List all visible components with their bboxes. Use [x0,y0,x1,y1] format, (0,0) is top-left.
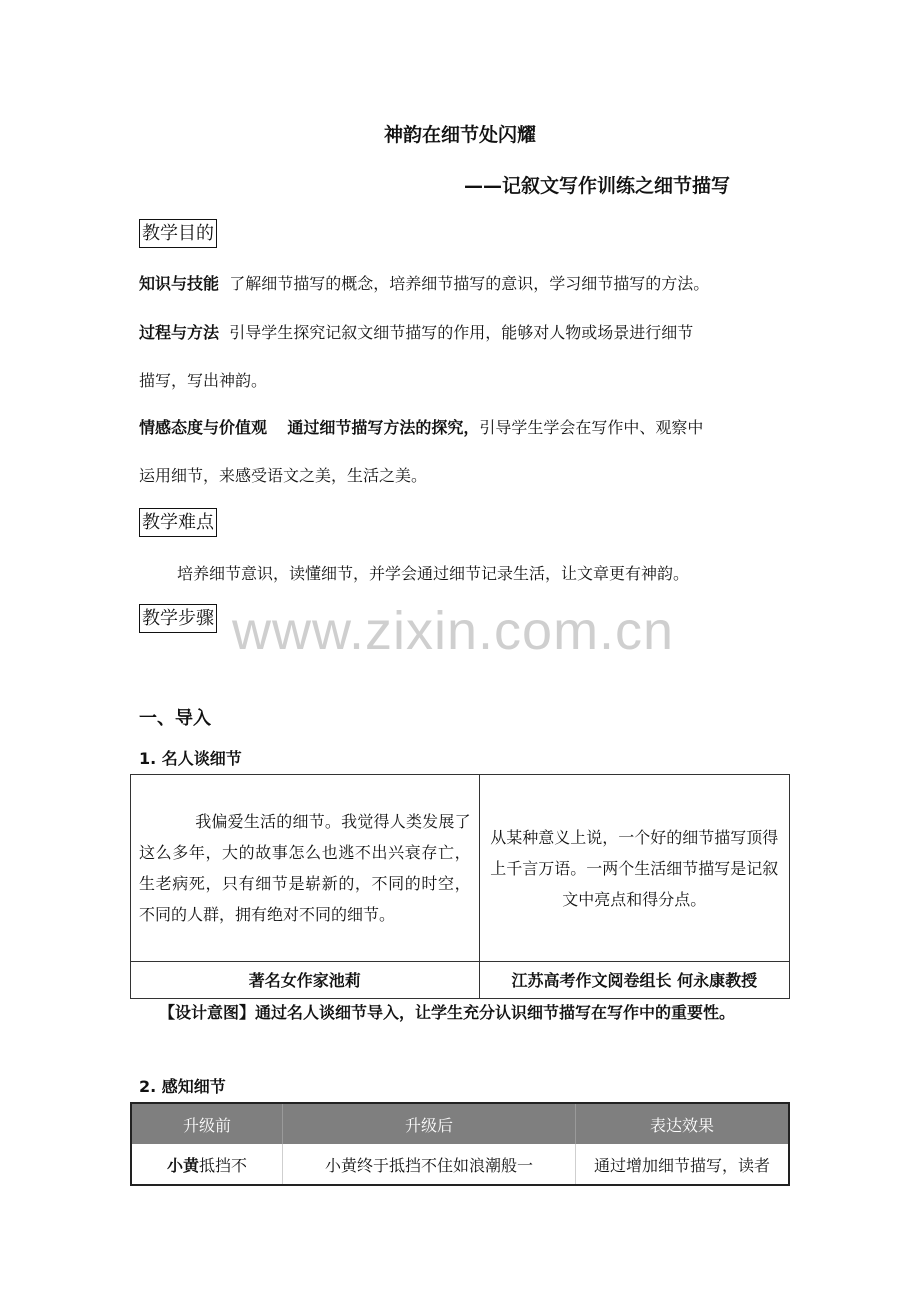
watermark: www.zixin.com.cn [232,601,675,661]
difficulty-text: 培养细节意识，读懂细节，并学会通过细节记录生活，让文章更有神韵。 [177,564,690,583]
cell-before [131,1144,283,1185]
goal-emotion-text-1: 引导学生学会在写作中、观察中 [479,418,704,437]
table-row [131,1144,789,1185]
goal-process-text-2: 描写，写出神韵。 [139,371,268,390]
goal-emotion [139,415,703,438]
quotes-table [130,774,790,999]
author-he: 江苏高考作文阅卷组长 何永康教授 [479,962,789,999]
intro-sub-famous: 1. 名人谈细节 [139,749,242,768]
goal-process-label: 过程与方法 [139,323,220,342]
goal-knowledge [139,271,709,294]
section-heading-goals: 教学目的 [139,219,217,248]
goal-knowledge-label: 知识与技能 [139,274,220,293]
cell-effect: 通过增加细节描写，读者 [576,1144,790,1185]
cell-before-bold: 小黄 [166,1155,199,1175]
goal-process [139,320,693,343]
goal-emotion-text-2: 运用细节，来感受语文之美，生活之美。 [139,466,428,485]
section-heading-steps: 教学步骤 [139,604,217,633]
table-row [131,775,790,962]
author-chili: 著名女作家池莉 [131,962,480,999]
quote-he [479,775,789,962]
intro-sub-perceive: 2. 感知细节 [139,1077,226,1096]
document-subtitle: ——记叙文写作训练之细节描写 [464,175,731,197]
design-intent-note [139,996,789,1029]
header-after: 升级后 [283,1103,576,1144]
goal-knowledge-text: 了解细节描写的概念，培养细节描写的意识，学习细节描写的方法。 [229,274,710,293]
cell-before-rest: 抵挡不 [199,1155,248,1175]
table-header-row [131,1103,789,1144]
intro-heading: 一、导入 [139,708,211,729]
quote-he-text: 从某种意义上说，一个好的细节描写顶得上千言万语。一两个生活细节描写是记叙文中亮点和得分点。 [490,827,779,909]
quote-chili-text: 我偏爱生活的细节。我觉得人类发展了这么多年，大的故事怎么也逃不出兴衰存亡，生老病死，只有细节是崭新的，不同的时空，不同的人群，拥有绝对不同的细节。 [139,812,471,924]
design-intent-text: 【设计意图】通过名人谈细节导入，让学生充分认识细节描写在写作中的重要性。 [159,1003,736,1022]
goal-process-text-1: 引导学生探究记叙文细节描写的作用，能够对人物或场景进行细节 [229,323,694,342]
header-effect: 表达效果 [576,1103,790,1144]
section-heading-difficulty: 教学难点 [139,508,217,537]
goal-emotion-label: 情感态度与价值观 [139,418,268,437]
cell-after: 小黄终于抵挡不住如浪潮般一 [283,1144,576,1185]
header-before: 升级前 [131,1103,283,1144]
document-title: 神韵在细节处闪耀 [383,124,536,146]
goal-emotion-bold: 通过细节描写方法的探究， [287,418,480,437]
table-row [131,962,790,999]
quote-chili [131,775,480,962]
perceive-table [130,1102,790,1186]
